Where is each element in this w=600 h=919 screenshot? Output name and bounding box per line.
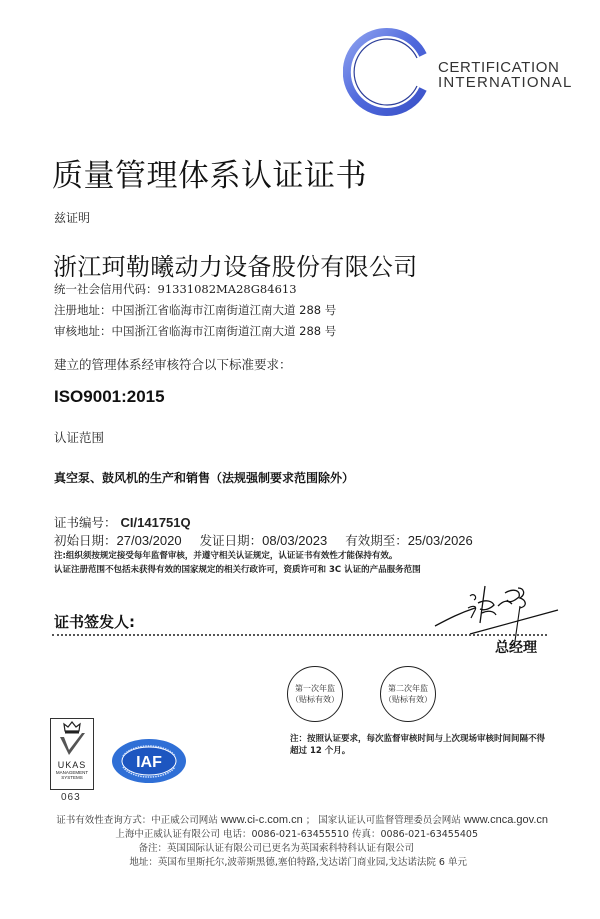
second-surveillance-stamp-area <box>380 666 436 722</box>
audit-address-label: 审核地址： <box>54 324 112 338</box>
cnca-website-link[interactable]: www.cnca.gov.cn <box>463 814 548 826</box>
credit-code-value: 91331082MA28G84613 <box>157 282 297 296</box>
logo-line-2: INTERNATIONAL <box>438 74 573 91</box>
expiry-date: 25/03/2026 <box>407 533 473 548</box>
credit-code-row <box>54 281 297 297</box>
audit-address-row <box>54 323 336 339</box>
first-surveillance-stamp-area <box>287 666 343 722</box>
second-surveillance-line-2: （贴标有效） <box>384 695 432 704</box>
first-surveillance-line-1: 第一次年监 <box>295 684 335 693</box>
footer-contact-line: 上海中正威认证有限公司 电话：0086-021-63455510 传真：0086-021-63455405 <box>115 829 478 840</box>
certification-international-logo-ring-icon <box>343 27 433 117</box>
footer-verification-line <box>56 812 548 826</box>
footer-remark-line: 备注：英国国际认证有限公司已更名为英国索科特科认证有限公司 <box>138 843 414 854</box>
svg-text:IAF: IAF <box>136 754 162 771</box>
hereby-certify-label: 兹证明 <box>54 211 91 225</box>
surveillance-note: 注：按照认证要求，每次监督审核时间与上次现场审核时间间隔不得超过 12 个月。 <box>290 734 546 756</box>
signature-dotted-line <box>52 634 547 636</box>
registered-address-value: 中国浙江省临海市江南街道江南大道 288 号 <box>111 303 337 317</box>
second-surveillance-line-1: 第二次年监 <box>388 684 428 693</box>
footer-verify-mid: ； 国家认证认可监督管理委员会网站 <box>305 815 461 826</box>
logo-line-1: CERTIFICATION <box>438 59 560 76</box>
certification-international-logo-text <box>438 60 573 90</box>
registered-address-row <box>54 302 336 318</box>
scope-label: 认证范围 <box>54 430 105 445</box>
ukas-number: 063 <box>61 792 81 803</box>
certificate-number: CI/141751Q <box>120 515 191 530</box>
scope-exclusion-note: 认证注册范围不包括未获得有效的国家规定的相关行政许可，资质许可和 3C 认证的产品服务范围 <box>54 565 421 575</box>
footer-verify-prefix: 证书有效性查询方式：中正威公司网站 <box>56 815 218 826</box>
first-surveillance-line-2: （贴标有效） <box>291 695 339 704</box>
signer-title: 总经理 <box>495 640 537 656</box>
initial-date: 27/03/2020 <box>116 533 182 548</box>
audit-address-value: 中国浙江省临海市江南街道江南大道 288 号 <box>111 324 337 338</box>
issue-date-label: 发证日期： <box>199 533 263 548</box>
ukas-sub-1: MANAGEMENT <box>55 770 89 775</box>
standard-name: ISO9001:2015 <box>54 387 165 406</box>
signer-label: 证书签发人: <box>54 613 135 631</box>
scope-text: 真空泵、鼓风机的生产和销售（法规强制要求范围除外） <box>54 471 355 485</box>
certificate-title: 质量管理体系认证证书 <box>52 158 367 194</box>
credit-code-label: 统一社会信用代码： <box>54 282 158 296</box>
ukas-sub-2: SYSTEMS <box>61 775 83 780</box>
certificate-number-row <box>54 513 191 531</box>
certificate-number-label: 证书编号： <box>54 515 117 530</box>
ukas-label: UKAS <box>57 760 87 770</box>
registered-address-label: 注册地址： <box>54 303 112 317</box>
expiry-date-label: 有效期至： <box>345 533 408 548</box>
crown-tick-icon <box>55 719 89 759</box>
company-website-link[interactable]: www.ci-c.com.cn <box>220 814 303 826</box>
initial-date-label: 初始日期： <box>54 533 117 548</box>
dates-row <box>54 531 473 549</box>
standard-intro: 建立的管理体系经审核符合以下标准要求： <box>54 357 292 372</box>
ukas-logo <box>50 718 94 790</box>
issue-date: 08/03/2023 <box>262 533 328 548</box>
iaf-logo-icon <box>111 738 187 784</box>
footer-address-line: 地址：英国布里斯托尔,波蒂斯黑德,塞伯特路,戈达诺门商业园,戈达诺法院 6 单元 <box>129 857 467 868</box>
company-name: 浙江珂勒曦动力设备股份有限公司 <box>53 253 418 281</box>
validity-note: 注:组织须按规定接受每年监督审核，并遵守相关认证规定，认证证书有效性才能保持有效。 <box>54 551 398 561</box>
